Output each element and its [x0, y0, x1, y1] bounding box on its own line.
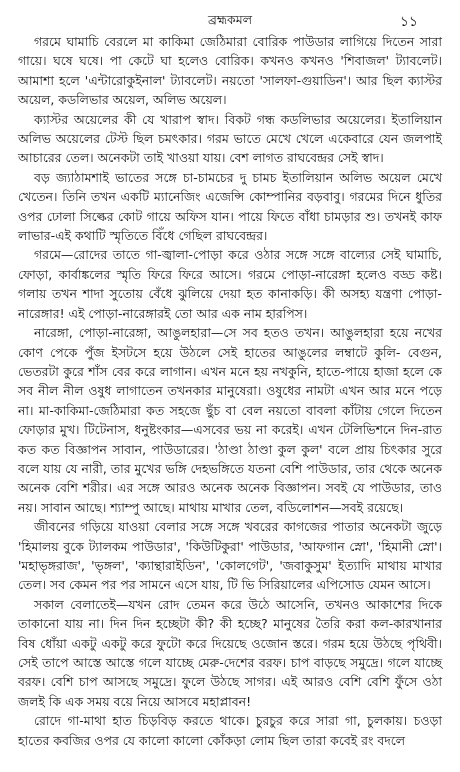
paragraph-3: বড় জ্যাঠামশাই ভাতের সঙ্গে চা-চামচের দু চামচ ইতালিয়ান অলিভ অয়েল মেখে খেতেন। তিনি তখন একটি ম্যানেজিং এজেন্সি কোম্পানির বড়বাবু। গরমের দিনে ধুতির ওপর ঢোলা সিল্কের কোট গায়ে অফিস যান। পায়ে ফিতে বাঁধা চামড়ার শু। তখনই কাফ লাভার-এই কথাটি স্মৃতিতে বিঁধে গেছিল রাঘবেন্দ্রর।	[18, 169, 442, 244]
paragraph-1: গরমে ঘামাচি বেরলে মা কাকিমা জেঠিমারা বোরিক পাউডার লাগিয়ে দিতেন সারা গায়ে। ঘষে ঘষে। পা কেটে ঘা হলেও বোরিক। কখনও কখনও 'শিবাজল' ট্যাবলেট। আমাশা হলে 'এন্টারোকুইনাল' ট্যাবলেট। নয়তো 'সালফা-গুয়াডিন'। আর ছিল ক্যাস্টর অয়েল, কডলিভার অয়েল, অলিভ অয়েল।	[18, 34, 442, 108]
paragraph-7: সকাল বেলাতেই—যখন রোদ তেমন করে উঠে আসেনি, তখনও আকাশের দিকে তাকানো যায় না। দিন দিন হচ্ছেটা কী? কী হচ্ছে? মানুষের তৈরি করা কল-কারখানার বিষ ধোঁয়া একটু একটু করে ফুটো করে দিয়েছে ওজোন স্তরে। গরম হয়ে উঠছে পৃথিবী। সেই তাপে আস্তে আস্তে গলে যাচ্ছে মেরু-দেশের বরফ। চাপ বাড়ছে সমুদ্রে। গলে যাচ্ছে বরফ। বেশি চাপ আসছে সমুদ্রে। ফুলে উঠছে সাগর। এই আরও বেশি বেশি ফুঁসে ওঠা জলই কি এক সময় বয়ে নিয়ে আসবে মহাপ্লাবন!	[18, 596, 442, 709]
body-text	[18, 32, 442, 750]
paragraph-6: জীবনের গড়িয়ে যাওয়া বেলার সঙ্গে সঙ্গে খবরের কাগজের পাতার অনেকটা জুড়ে 'হিমালয় বুকে ট্যালকম পাউডার', 'কিউটিকুরা' পাউডার, 'আফগান স্নো', 'হিমানী স্নো'। 'মহাভৃঙ্গরাজ', 'ভৃঙ্গল', 'ক্যান্থারাইডিন', 'কোলগেট', 'জবাকুসুম' ইত্যাদি মাথায় মাখার তেল। সব কেমন পর পর সামনে এসে যায়, টি ভি সিরিয়ালের এপিসোড যেমন আসে।	[18, 519, 442, 593]
paragraph-8: রোদে গা-মাথা হাত চিড়বিড় করতে থাকে। চুরচুর করে সারা গা, চুলকায়। চওড়া হাতের কবজির ওপর যে কালো কালো কোঁকড়া লোম ছিল তারা কবেই রং বদলে	[18, 713, 442, 748]
page-header	[18, 8, 442, 30]
paragraph-4: গরমে—রোদের তাতে গা-জ্বালা-পোড়া করে ওঠার সঙ্গে সঙ্গে বাল্যের সেই ঘামাচি, ফোড়া, কার্বাঙ্কলের স্মৃতি ফিরে ফিরে আসে। গরমে পোড়া-নারেঙ্গা হলেও বড্ড কষ্ট। গলায় তখন শাদা সুতোয় বেঁধে ঝুলিয়ে দেয়া হত কানাকড়ি। কী অসহ্য যন্ত্রণা পোড়া-নারেঙ্গার! এই পোড়া-নারেঙ্গারই তো আর এক নাম হারপিস।	[18, 247, 442, 321]
paragraph-2: ক্যাস্টর অয়েলের কী যে খারাপ স্বাদ। বিকট গন্ধ কডলিভার অয়েলের। ইতালিয়ান অলিভ অয়েলের টেস্ট ছিল চমৎকার। গরম ভাতে মেখে খেলে একেবারে যেন জলপাই আচারের তেল। অনেকটা তাই খাওয়া যায়। বেশ লাগত রাঘবেন্দ্রর সেই স্বাদ।	[18, 111, 442, 166]
paragraph-5: নারেঙ্গা, পোড়া-নারেঙ্গা, আঙুলহারা—সে সব হতও তখন। আঙুলহারা হয়ে নখের কোণ পেকে পুঁজ ইসটসে হয়ে উঠলে সেই হাতের আঙুলের লম্বাটে কুলি- বেগুন, ভেতরটা কুরে শাঁস বের করে লাগান। এখন মনে হয় নখকুনি, হাতে-পায়ে হাজা হলে কে সব নীল নীল ওষুধ লাগাতেন তখনকার মানুষেরা। ওষুধের নামটা এখন আর মনে পড়ে না। মা-কাকিমা-জেঠিমারা কত সহজে ছুঁচ বা বেল নয়তো বাবলা কাঁটায় গেলে দিতেন ফোড়ার মুখ। টিটেনাস, ধনুষ্টংকার—এসবের ভয় না করেই। এখন টেলিভিশনে দিন-রাত কত কত বিজ্ঞাপন সাবান, পাউডারের। 'ঠাণ্ডা ঠাণ্ডা কুল কুল' বলে প্রায় চিৎকার সুরে বলে যায় যে নারী, তার মুখের ভঙ্গি দেহভঙ্গিতে যতনা বেশি পাউডার, তার থেকে অনেক অনেক বেশি শরীর। এর সঙ্গে আরও অনেক অনেক বিজ্ঞাপন। সবই যে পাউডার, তাও নয়। সাবান আছে। শ্যাম্পু আছে। মাথায় মাখার তেল, বডিলোশন—সবই রয়েছে।	[18, 325, 442, 515]
running-title: ব্রহ্মকমল	[207, 12, 253, 27]
page-number: ১১	[399, 14, 418, 30]
